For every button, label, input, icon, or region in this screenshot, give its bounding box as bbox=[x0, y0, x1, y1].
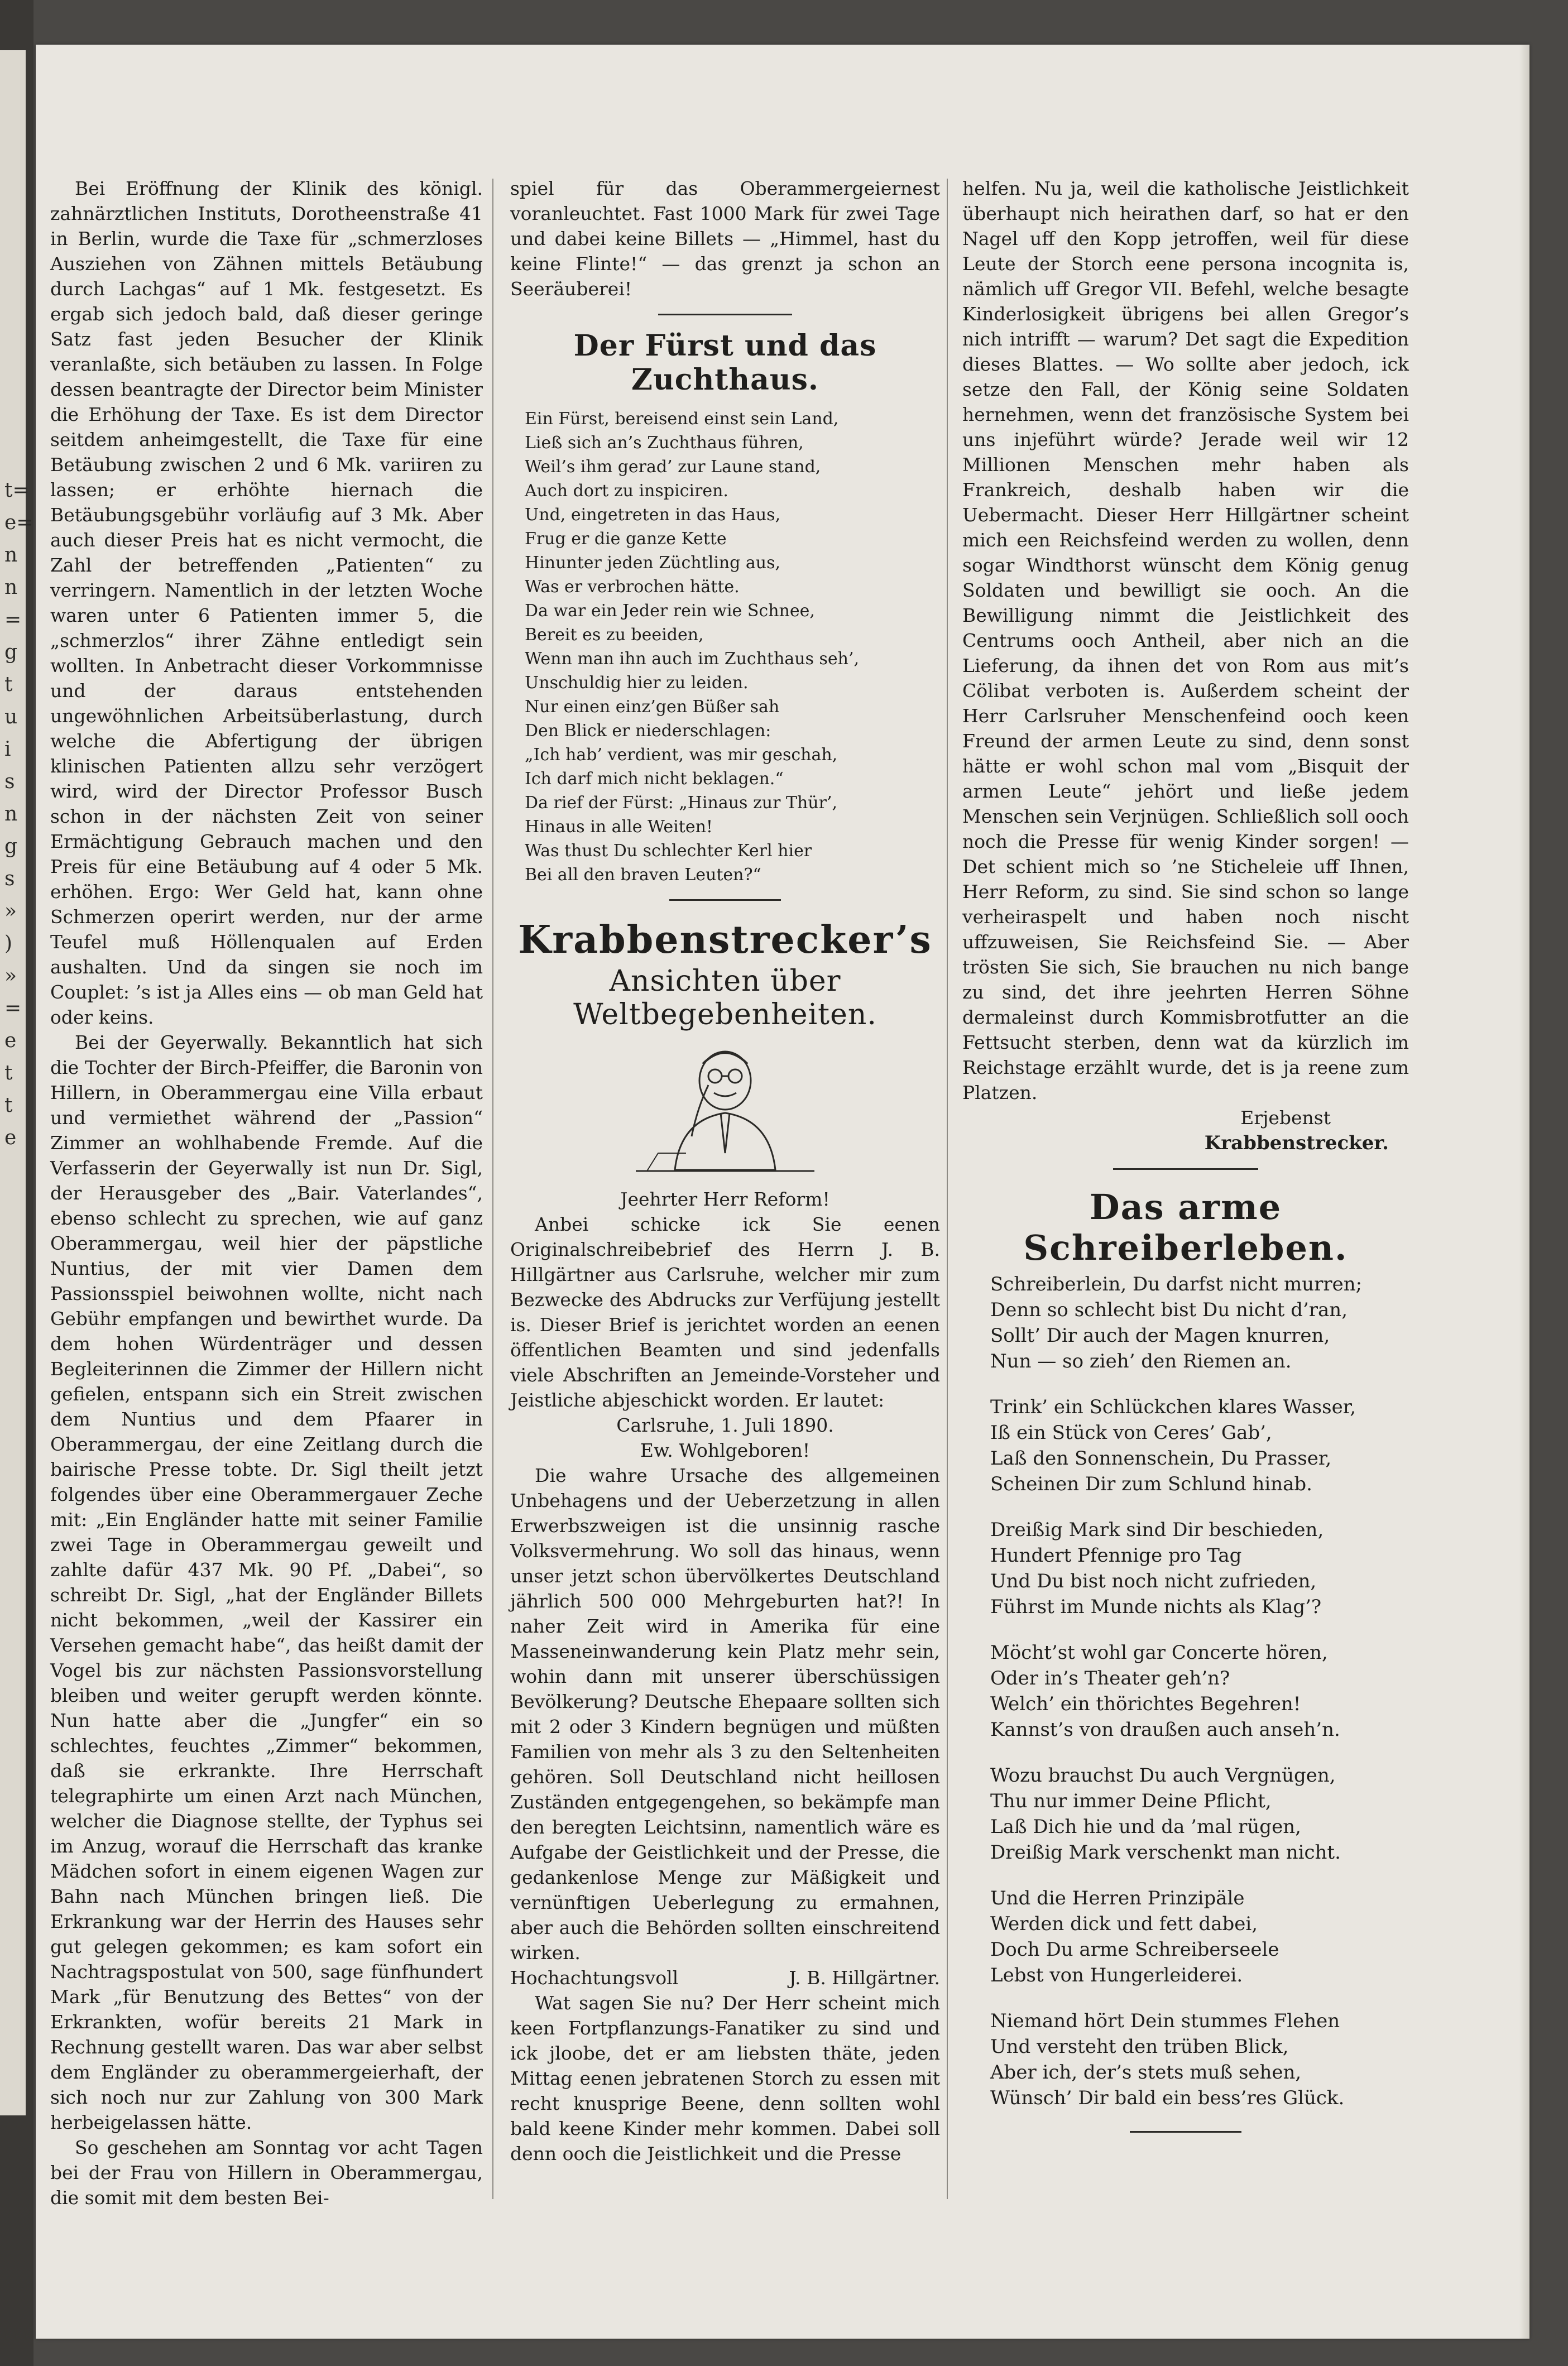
previous-page-fragment: n bbox=[4, 803, 18, 826]
poem-line: Wünsch’ Dir bald ein bess’res Glück. bbox=[990, 2087, 1345, 2109]
poem-line: Iß ein Stück von Ceres’ Gab’, bbox=[990, 1422, 1272, 1444]
previous-page-fragment: e= bbox=[4, 511, 33, 534]
previous-page-fragment: e bbox=[4, 1029, 17, 1052]
signature: Krabbenstrecker. bbox=[1204, 1132, 1389, 1154]
letter-body: Die wahre Ursache des allgemeinen Unbehagens und der Ueberzetzung in allen Erwerbszweigen ist die unsinnig rasche Volksvermehrung. Wo soll das hinaus, wenn unser jetzt schon übervölkertes Deutschland jährlich 500 000 Mehrgeburten hat?! In naher Zeit wird in Amerika für eine Masseneinwanderung kein Platz mehr sein, wohin dann mit unserer überschüssigen Bevölkerung? Deutsche Ehepaare sollten sich mit 2 oder 3 Kindern begnügen und müßten Familien von mehr als 3 zu den Seltenheiten gehören. Soll Deutschland nicht heillosen Zuständen entgegengehen, so bekämpfe man den beregten Leichtsinn, namentlich wäre es Aufgabe der Geistlichkeit und der Presse, die gedankenlose Menge zur Mäßigkeit und vernünftigen Ueberlegung zu ermahnen, aber auch die Behörden sollten einschreitend wirken. bbox=[510, 1465, 940, 1964]
poem-line: Sollt’ Dir auch der Magen knurren, bbox=[990, 1324, 1330, 1347]
previous-page-fragment: n bbox=[4, 576, 18, 599]
separator-rule bbox=[658, 314, 792, 315]
letter-closing-right: J. B. Hillgärtner. bbox=[789, 1967, 940, 1989]
poem-line: Aber ich, der’s stets muß sehen, bbox=[990, 2061, 1302, 2084]
commentary-start: Wat sagen Sie nu? Der Herr scheint mich keen Fortpflanzungs-Fanatiker zu sind und ick jloobe, det er am liebsten thäte, jeden Mittag eenen jebratenen Storch zu essen mit recht knusprige Beene, denn sollten wohl bald keene Kinder mehr kommen. Dabei soll denn ooch die Jeistlichkeit und die Presse bbox=[510, 1992, 940, 2165]
poem-stanza bbox=[990, 1394, 1409, 1497]
feature-title: Krabbenstrecker’s bbox=[518, 918, 932, 962]
poem-schreiberleben bbox=[990, 1271, 1409, 2111]
previous-page-fragment: = bbox=[4, 997, 22, 1020]
letter-intro: Anbei schicke ick Sie eenen Originalschreibebrief des Herrn J. B. Hillgärtner aus Carlsruhe, welcher mir zum Bezwecke des Abdrucks zur Verfüjung jestellt is. Dieser Brief is jerichtet worden an eenen öffentlichen Beamten und sind jedenfalls viele Abschriften an Jemeinde-Vorsteher und Jeistliche abjeschickt worden. Er lautet: bbox=[510, 1213, 940, 1411]
column-1 bbox=[50, 176, 483, 2210]
poem-line: Bereit es zu beeiden, bbox=[525, 625, 704, 645]
column-rule-1 bbox=[492, 179, 493, 2199]
signature-prefix: Erjebenst bbox=[1240, 1107, 1331, 1129]
article-geyerwally: Bei der Geyerwally. Bekanntlich hat sich die Tochter der Birch-Pfeiffer, die Baronin von Hillern, in Oberammergau eine Villa erbaut und vermiethet während der „Passion“ Zimmer an wohlhabende Fremde. Auf die Verfasserin der Geyerwally ist nun Dr. Sigl, der Herausgeber des „Bair. Vaterlandes“, ebenso schlecht zu sprechen, wie auf ganz Oberammergau, weil hier der päpstliche Nuntius, der mit vier Damen dem Passionsspiel beiwohnen wollte, nicht nach Gebühr empfangen und bewirthet wurde. Da dem hohen Würdenträger und dessen Begleiterinnen die Zimmer der Hillern nicht gefielen, entspann sich ein Streit zwischen dem Nuntius und dem Pfaarer in Oberammergau, der eine Zeitlang durch die bairische Presse tobte. Dr. Sigl theilt jetzt folgendes über eine Oberammergauer Zeche mit: „Ein Engländer hatte mit seiner Familie zwei Tage in Oberammergau geweilt und zahlte dafür 437 Mk. 90 Pf. „Dabei“, so schreibt Dr. Sigl, „hat der Engländer Billets nicht bekommen, „weil der Kassirer ein Versehen gemacht habe“, das heißt damit der Vogel bis zur nächsten Passionsvorstellung bleiben und weiter gerupft werden könnte. Nun hatte aber die „Jungfer“ ein so schlechtes, feuchtes „Zimmer“ bekommen, daß sie erkrankte. Ihre Herrschaft telegraphirte um einen Arzt nach München, welcher die Diagnose stellte, der Typhus sei im Anzug, worauf die Herrschaft das kranke Mädchen sofort in einem eigenen Wagen zur Bahn nach München bringen ließ. Die Erkrankung war der Herrin des Hauses sehr gut gelegen gekommen; es kam sofort ein Nachtragspostulat von 500, sage fünfhundert Mark „für Benutzung des Bettes“ von der Erkrankten, wofür bereits 21 Mark in Rechnung gestellt waren. Das war aber selbst dem Engländer zu oberammergeierhaft, der sich noch nur zur Zahlung von 300 Mark herbeigelassen hätte. bbox=[50, 1031, 483, 2133]
previous-page-fragment: ) bbox=[4, 932, 13, 955]
poem-line: Trink’ ein Schlückchen klares Wasser, bbox=[990, 1396, 1356, 1418]
poem-fuerst bbox=[525, 407, 940, 887]
reading-man-illustration-icon bbox=[625, 1042, 826, 1175]
poem-line: Und Du bist noch nicht zufrieden, bbox=[990, 1570, 1317, 1592]
newspaper-page bbox=[36, 45, 1529, 2339]
poem-line: Da rief der Fürst: „Hinaus zur Thür’, bbox=[525, 793, 838, 813]
poem-line: Laß den Sonnenschein, Du Prasser, bbox=[990, 1447, 1332, 1470]
poem-line: Hinunter jeden Züchtling aus, bbox=[525, 553, 781, 573]
poem-line: Hinaus in alle Weiten! bbox=[525, 817, 713, 837]
previous-page-fragment: » bbox=[4, 964, 17, 987]
poem-line: Ein Fürst, bereisend einst sein Land, bbox=[525, 409, 839, 429]
poem-line: Laß Dich hie und da ’mal rügen, bbox=[990, 1816, 1301, 1838]
letter-dateline: Carlsruhe, 1. Juli 1890. bbox=[616, 1414, 834, 1436]
poem-line: Den Blick er niederschlagen: bbox=[525, 721, 771, 741]
previous-page-fragment: t bbox=[4, 1062, 13, 1084]
poem-title-fuerst: Der Fürst und das Zuchthaus. bbox=[573, 329, 877, 397]
poem-line: Oder in’s Theater geh’n? bbox=[990, 1667, 1230, 1690]
article-zahnklinik: Bei Eröffnung der Klinik des königl. zahnärztlichen Instituts, Dorotheenstraße 41 in Berlin, wurde die Taxe für „schmerzloses Ausziehen von Zähnen mittels Betäubung durch Lachgas“ auf 1 Mk. festgesetzt. Es ergab sich jedoch bald, daß dieser geringe Satz fast jeden Besucher der Klinik veranlaßte, sich betäuben zu lassen. In Folge dessen beantragte der Director beim Minister die Erhöhung der Taxe. Es ist dem Director seitdem anheimgestellt, die Taxe für eine Betäubung zwischen 2 und 6 Mk. variiren zu lassen; er erhöhte hiernach die Betäubungsgebühr vorläufig auf 3 Mk. Aber auch dieser Preis hat es nicht vermocht, die Zahl der betreffenden „Patienten“ zu verringern. Namentlich in der letzten Woche waren unter 6 Patienten immer 5, die „schmerzlos“ ihrer Zähne entledigt sein wollten. In Anbetracht dieser Vorkommnisse und der daraus entstehenden ungewöhnlichen Arbeitsüberlastung, durch welche die Abfertigung der übrigen klinischen Patienten allzu sehr verzögert wird, wird der Director Professor Busch schon in der nächsten Zeit von seiner Ermächtigung Gebrauch machen und den Preis für eine Betäubung auf 4 oder 5 Mk. erhöhen. Ergo: Wer Geld hat, kann ohne Schmerzen operirt werden, nur der arme Teufel muß Höllenqualen auf Erden aushalten. Und da singen sie noch im Couplet: ’s ist ja Alles eins — ob man Geld hat oder keins. bbox=[50, 177, 483, 1028]
poem-line: Scheinen Dir zum Schlund hinab. bbox=[990, 1473, 1312, 1495]
poem-line: Unschuldig hier zu leiden. bbox=[525, 673, 749, 693]
poem-stanza bbox=[990, 1885, 1409, 1988]
poem-line: Was er verbrochen hätte. bbox=[525, 577, 740, 597]
poem-line: Dreißig Mark verschenkt man nicht. bbox=[990, 1841, 1341, 1864]
column-2 bbox=[510, 176, 940, 2166]
previous-page-fragment: g bbox=[4, 641, 18, 664]
column-3 bbox=[962, 176, 1409, 2145]
separator-rule bbox=[1130, 2131, 1241, 2133]
poem-line: Ließ sich an’s Zuchthaus führen, bbox=[525, 433, 804, 453]
poem-line: Ich darf mich nicht beklagen.“ bbox=[525, 769, 784, 789]
poem-line: Bei all den braven Leuten?“ bbox=[525, 865, 761, 885]
separator-rule bbox=[1113, 1168, 1258, 1170]
article-continuation: spiel für das Oberammergeiernest voranleuchtet. Fast 1000 Mark für zwei Tage und dabei keine Billets — „Himmel, hast du keine Flinte!“ — das grenzt ja schon an Seeräuberei! bbox=[510, 177, 940, 300]
previous-page-fragment: s bbox=[4, 867, 15, 890]
previous-page-fragment: » bbox=[4, 900, 17, 923]
letter-closing bbox=[510, 1965, 940, 1990]
poem-line: Weil’s ihm gerad’ zur Laune stand, bbox=[525, 457, 821, 477]
poem-line: Und versteht den trüben Blick, bbox=[990, 2036, 1289, 2058]
previous-page-fragment: t= bbox=[4, 479, 30, 502]
previous-page-edge bbox=[0, 50, 33, 2115]
poem-stanza bbox=[990, 2008, 1409, 2111]
poem-line: Wozu brauchst Du auch Vergnügen, bbox=[990, 1764, 1336, 1787]
poem-title-schreiberleben: Das arme Schreiberleben. bbox=[1023, 1187, 1348, 1268]
poem-line: Kannst’s von draußen auch anseh’n. bbox=[990, 1719, 1340, 1741]
poem-line: Thu nur immer Deine Pflicht, bbox=[990, 1790, 1272, 1812]
poem-line: Niemand hört Dein stummes Flehen bbox=[990, 2010, 1340, 2032]
poem-line: Lebst von Hungerleiderei. bbox=[990, 1964, 1243, 1986]
poem-line: Nur einen einz’gen Büßer sah bbox=[525, 697, 780, 717]
previous-page-fragment: i bbox=[4, 738, 11, 761]
poem-line: Nun — so zieh’ den Riemen an. bbox=[990, 1350, 1292, 1372]
poem-line: Dreißig Mark sind Dir beschieden, bbox=[990, 1519, 1324, 1541]
poem-line: Und die Herren Prinzipäle bbox=[990, 1887, 1245, 1909]
poem-stanza bbox=[990, 1517, 1409, 1620]
letter-closing-left: Hochachtungsvoll bbox=[510, 1967, 679, 1989]
feature-subtitle: Ansichten über Weltbegebenheiten. bbox=[573, 964, 877, 1031]
previous-page-fragment: = bbox=[4, 608, 22, 631]
letter-address: Ew. Wohlgeboren! bbox=[640, 1439, 811, 1461]
poem-line: Möcht’st wohl gar Concerte hören, bbox=[990, 1642, 1328, 1664]
poem-line: Denn so schlecht bist Du nicht d’ran, bbox=[990, 1299, 1348, 1321]
previous-page-fragment: t bbox=[4, 1094, 13, 1117]
poem-line: Führst im Munde nichts als Klag’? bbox=[990, 1596, 1322, 1618]
poem-line: Welch’ ein thörichtes Begehren! bbox=[990, 1693, 1301, 1715]
poem-line: Wenn man ihn auch im Zuchthaus seh’, bbox=[525, 649, 860, 669]
poem-line: Da war ein Jeder rein wie Schnee, bbox=[525, 601, 815, 621]
poem-line: Frug er die ganze Kette bbox=[525, 529, 727, 549]
letter-salutation: Jeehrter Herr Reform! bbox=[620, 1188, 830, 1210]
poem-line: Und, eingetreten in das Haus, bbox=[525, 505, 781, 525]
poem-stanza bbox=[990, 1763, 1409, 1865]
poem-line: Was thust Du schlechter Kerl hier bbox=[525, 841, 812, 861]
poem-line: Werden dick und fett dabei, bbox=[990, 1913, 1258, 1935]
page-gutter-shadow bbox=[1519, 45, 1529, 2339]
article-geyerwally-end: So geschehen am Sonntag vor acht Tagen bei der Frau von Hillern in Oberammergau, die somit mit dem besten Bei- bbox=[50, 2137, 483, 2209]
previous-page-fragment: t bbox=[4, 673, 13, 696]
commentary-continued: helfen. Nu ja, weil die katholische Jeistlichkeit überhaupt nich heirathen darf, so hat er den Nagel uff den Kopp jetroffen, weil für diese Leute der Storch eene persona incognita is, nämlich uff Gregor VII. Befehl, welche besagte Kinderlosigkeit übrigens bei allen Gregor’s nich intrifft — warum? Det sagt die Expedition dieses Blattes. — Wo sollte aber jedoch, ick setze den Fall, der König seine Soldaten hernehmen, wenn det französische System bei uns injeführt würde? Jerade weil wir 12 Millionen Menschen mehr haben als Frankreich, deshalb haben wir die Uebermacht. Dieser Herr Hillgärtner scheint mich een Reichsfeind werden zu wollen, denn sogar Windthorst wünscht dem König genug Soldaten und bewilligt sie ooch. An die Bewilligung nimmt die Jeistlichkeit des Centrums ooch Antheil, aber nich an die Lieferung, da ihnen det von Rom aus mit’s Cölibat verboten is. Außerdem scheint der Herr Carlsruher Menschenfeind ooch keen Freund der armen Leute zu sind, denn sonst hätte er wohl schon mal vom „Bisquit der armen Leute“ jehört und ließe jedem Menschen sein Verjnügen. Schließlich soll ooch noch die Presse für wenig Kinder sorgen! — Det schient mich so ’ne Sticheleie uff Ihnen, Herr Reform, zu sind. Sie sind schon so lange verheiraspelt und haben noch nischt uffzuweisen, Sie Reichsfeind Sie. — Aber trösten Sie sich, Sie brauchen nu nich bange zu sind, det ihre jeehrten Herren Söhne dermaleinst durch Kommisbrotfutter an die Fettsucht sterben, denn wat da kürzlich im Reichstage erzählt wurde, det is ja reene zum Platzen. bbox=[962, 177, 1409, 1103]
previous-page-fragment: n bbox=[4, 544, 18, 567]
previous-page-fragment: g bbox=[4, 835, 18, 858]
previous-page-fragment: e bbox=[4, 1126, 17, 1149]
poem-line: Doch Du arme Schreiberseele bbox=[990, 1938, 1279, 1961]
poem-line: „Ich hab’ verdient, was mir geschah, bbox=[525, 745, 838, 765]
poem-stanza bbox=[990, 1271, 1409, 1374]
separator-rule bbox=[669, 899, 781, 901]
previous-page-fragment: u bbox=[4, 706, 18, 728]
poem-line: Auch dort zu inspiciren. bbox=[525, 481, 728, 501]
previous-page-fragment: s bbox=[4, 770, 15, 793]
column-rule-2 bbox=[947, 179, 948, 2199]
poem-line: Schreiberlein, Du darfst nicht murren; bbox=[990, 1273, 1363, 1295]
poem-line: Hundert Pfennige pro Tag bbox=[990, 1544, 1242, 1567]
poem-stanza bbox=[990, 1640, 1409, 1743]
